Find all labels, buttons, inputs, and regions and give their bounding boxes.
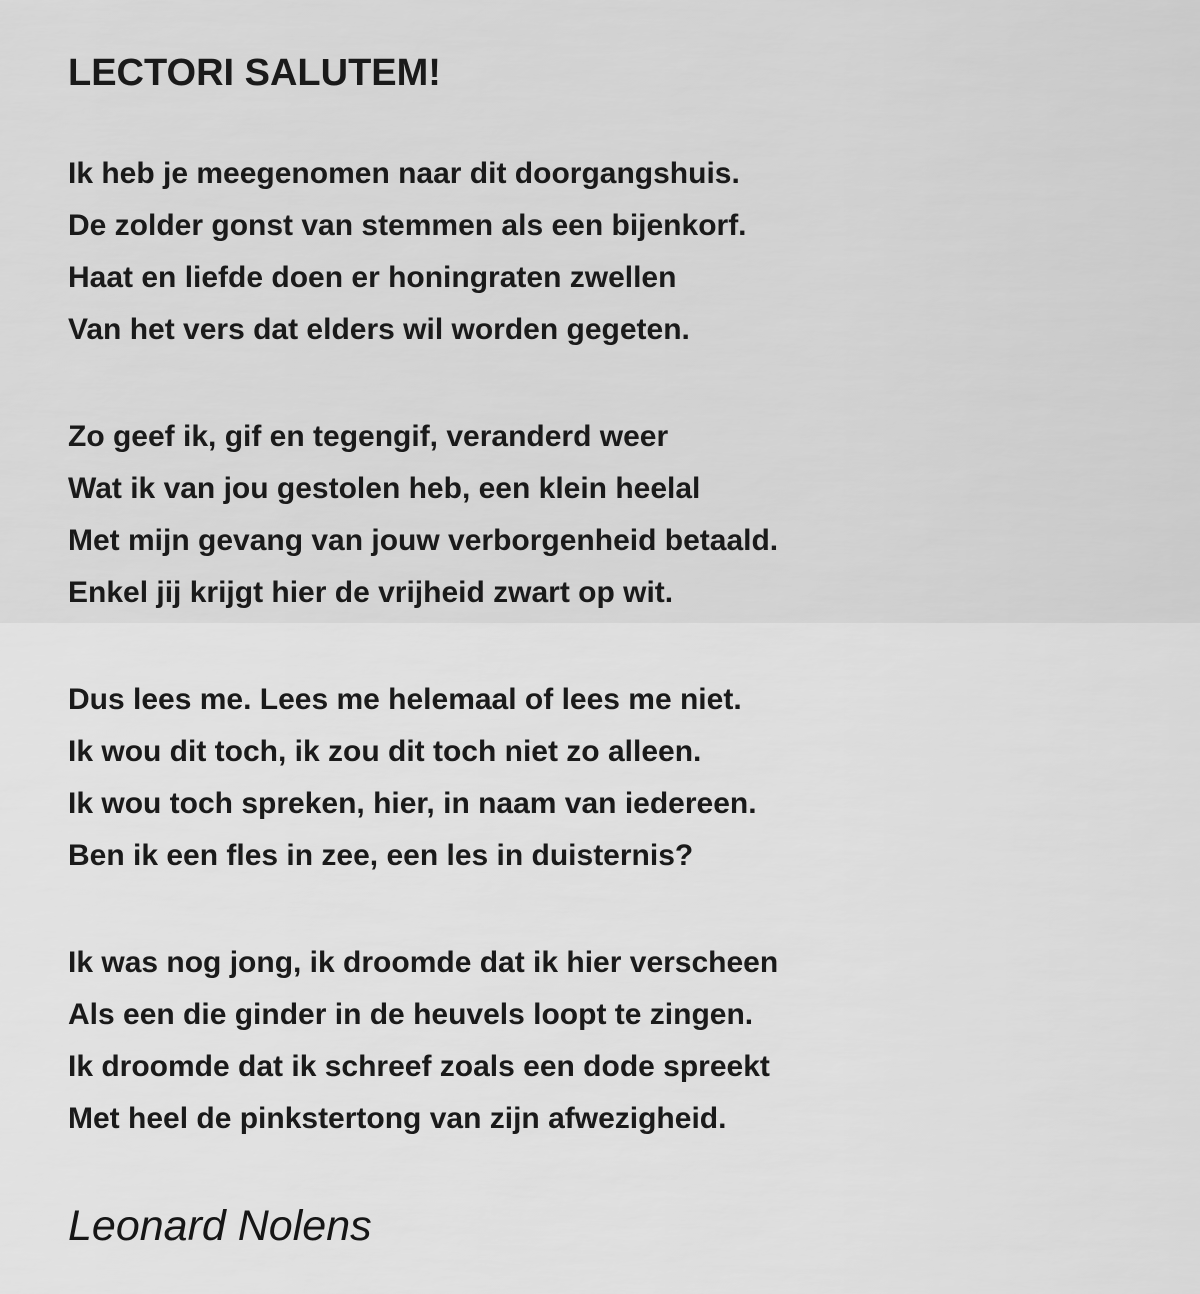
poem-line: De zolder gonst van stemmen als een bijenkorf.	[68, 209, 747, 242]
poem-line: Met mijn gevang van jouw verborgenheid betaald.	[68, 524, 779, 557]
poem-line: Enkel jij krijgt hier de vrijheid zwart op wit.	[68, 576, 674, 609]
poem-line: Wat ik van jou gestolen heb, een klein heelal	[68, 472, 701, 505]
poem-line: Met heel de pinkstertong van zijn afwezigheid.	[68, 1102, 727, 1135]
poem-line: Haat en liefde doen er honingraten zwellen	[68, 261, 677, 294]
poem-line: Ik wou dit toch, ik zou dit toch niet zo alleen.	[68, 735, 702, 768]
poem-line: Als een die ginder in de heuvels loopt te zingen.	[68, 998, 754, 1031]
poem-title: LECTORI SALUTEM!	[68, 52, 441, 94]
poem-line: Ben ik een fles in zee, een les in duisternis?	[68, 839, 694, 872]
poem-content	[68, 51, 1148, 1252]
poem-line: Ik heb je meegenomen naar dit doorgangshuis.	[68, 157, 740, 190]
poem-line: Ik was nog jong, ik droomde dat ik hier verscheen	[68, 946, 779, 979]
stanza-2	[68, 411, 1148, 619]
poem-line: Van het vers dat elders wil worden gegeten.	[68, 313, 690, 346]
poem-line: Dus lees me. Lees me helemaal of lees me niet.	[68, 683, 742, 716]
stanza-1	[68, 148, 1148, 356]
stanza-4	[68, 937, 1148, 1145]
poem-line: Ik droomde dat ik schreef zoals een dode spreekt	[68, 1050, 770, 1083]
poem-line: Zo geef ik, gif en tegengif, veranderd weer	[68, 420, 669, 453]
stanza-3	[68, 674, 1148, 882]
poem-author: Leonard Nolens	[68, 1202, 372, 1250]
poem-line: Ik wou toch spreken, hier, in naam van iedereen.	[68, 787, 757, 820]
